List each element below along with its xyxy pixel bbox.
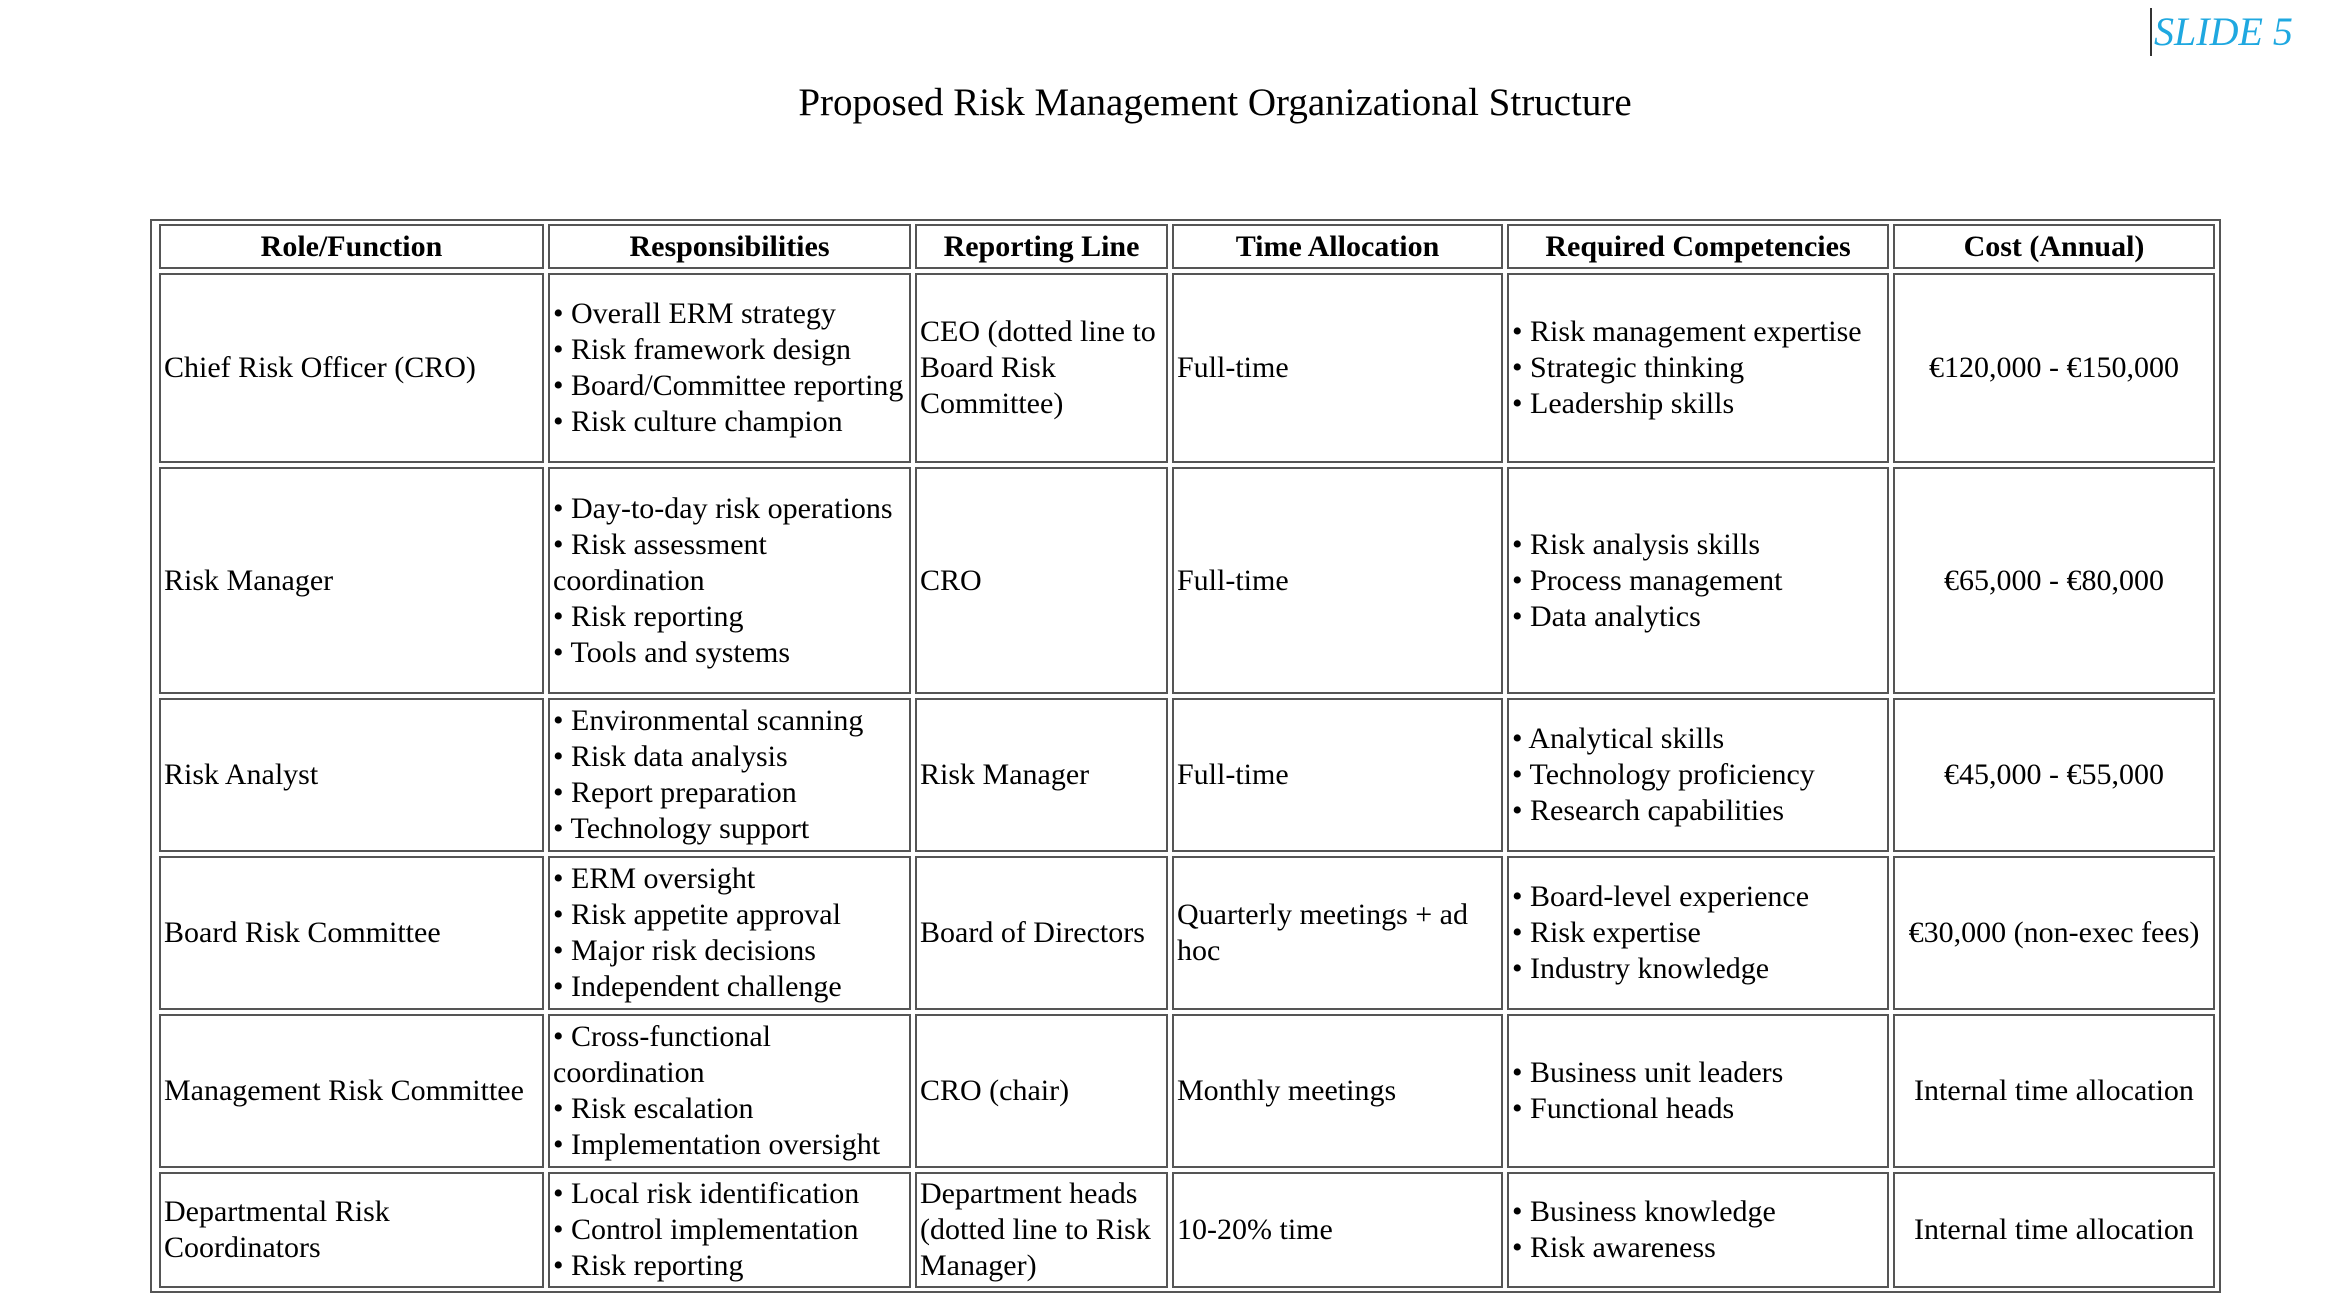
competencies-cell	[1507, 467, 1889, 694]
list-item: • Strategic thinking	[1512, 351, 1745, 384]
list-item: • Local risk identification	[553, 1177, 860, 1210]
slide-number-label: SLIDE 5	[2150, 8, 2293, 56]
role-cell: Board Risk Committee	[159, 856, 544, 1010]
cost-cell: Internal time allocation	[1893, 1014, 2215, 1168]
list-item: • Implementation oversight	[553, 1128, 881, 1161]
list-item: • Control implementation	[553, 1213, 859, 1246]
cost-cell: Internal time allocation	[1893, 1172, 2215, 1288]
list-item: • Environmental scanning	[553, 704, 864, 737]
responsibilities-cell	[548, 1172, 911, 1288]
list-item: • Overall ERM strategy	[553, 297, 836, 330]
reporting-line-cell: Risk Manager	[915, 698, 1168, 852]
list-item: • Risk expertise	[1512, 916, 1701, 949]
header-role: Role/Function	[159, 224, 544, 269]
responsibilities-cell	[548, 273, 911, 463]
cost-cell: €30,000 (non-exec fees)	[1893, 856, 2215, 1010]
org-structure-table-frame	[150, 219, 2221, 1293]
list-item: • Industry knowledge	[1512, 952, 1770, 985]
list-item: • Leadership skills	[1512, 387, 1735, 420]
header-reporting-line: Reporting Line	[915, 224, 1168, 269]
table-header-row	[159, 224, 2215, 269]
competencies-cell	[1507, 1172, 1889, 1288]
table-row	[159, 467, 2215, 694]
header-competencies: Required Competencies	[1507, 224, 1889, 269]
table-row	[159, 1014, 2215, 1168]
list-item: • Board-level experience	[1512, 880, 1810, 913]
competencies-cell	[1507, 1014, 1889, 1168]
list-item: • Business knowledge	[1512, 1195, 1776, 1228]
list-item: • Risk culture champion	[553, 405, 843, 438]
list-item: • Risk appetite approval	[553, 898, 841, 931]
responsibilities-cell	[548, 698, 911, 852]
list-item: • Risk reporting	[553, 1249, 744, 1282]
cost-cell: €65,000 - €80,000	[1893, 467, 2215, 694]
list-item: • Risk framework design	[553, 333, 851, 366]
list-item: • Technology support	[553, 812, 810, 845]
reporting-line-cell: CRO (chair)	[915, 1014, 1168, 1168]
list-item: • Report preparation	[553, 776, 797, 809]
list-item: • Tools and systems	[553, 635, 791, 669]
list-item: • Risk escalation	[553, 1092, 754, 1125]
time-allocation-cell: 10-20% time	[1172, 1172, 1503, 1288]
list-item: • ERM oversight	[553, 862, 756, 895]
cost-cell: €45,000 - €55,000	[1893, 698, 2215, 852]
header-cost: Cost (Annual)	[1893, 224, 2215, 269]
page-title: Proposed Risk Management Organizational Structure	[798, 81, 1632, 124]
table-row	[159, 1172, 2215, 1288]
time-allocation-cell: Monthly meetings	[1172, 1014, 1503, 1168]
reporting-line-cell: Board of Directors	[915, 856, 1168, 1010]
list-item: • Cross-functional coordination	[553, 1020, 771, 1089]
list-item: • Analytical skills	[1512, 722, 1725, 755]
list-item: • Day-to-day risk operations	[553, 491, 893, 525]
time-allocation-cell: Full-time	[1172, 467, 1503, 694]
competencies-cell	[1507, 698, 1889, 852]
list-item: • Process management	[1512, 563, 1783, 597]
org-structure-table	[155, 220, 2219, 1292]
competencies-cell	[1507, 273, 1889, 463]
cost-cell: €120,000 - €150,000	[1893, 273, 2215, 463]
competencies-cell	[1507, 856, 1889, 1010]
list-item: • Data analytics	[1512, 599, 1701, 633]
list-item: • Functional heads	[1512, 1092, 1735, 1125]
list-item: • Business unit leaders	[1512, 1056, 1784, 1089]
role-cell: Risk Manager	[159, 467, 544, 694]
list-item: • Independent challenge	[553, 970, 842, 1003]
time-allocation-cell: Quarterly meetings + ad hoc	[1172, 856, 1503, 1010]
table-row	[159, 698, 2215, 852]
list-item: • Research capabilities	[1512, 794, 1785, 827]
header-responsibilities: Responsibilities	[548, 224, 911, 269]
list-item: • Risk data analysis	[553, 740, 788, 773]
list-item: • Risk assessment coordination	[553, 527, 767, 597]
list-item: • Technology proficiency	[1512, 758, 1815, 791]
role-cell: Chief Risk Officer (CRO)	[159, 273, 544, 463]
time-allocation-cell: Full-time	[1172, 273, 1503, 463]
time-allocation-cell: Full-time	[1172, 698, 1503, 852]
responsibilities-cell	[548, 467, 911, 694]
responsibilities-cell	[548, 856, 911, 1010]
table-row	[159, 273, 2215, 463]
table-row	[159, 856, 2215, 1010]
reporting-line-cell: CRO	[915, 467, 1168, 694]
list-item: • Risk analysis skills	[1512, 527, 1761, 561]
list-item: • Board/Committee reporting	[553, 369, 904, 402]
role-cell: Departmental Risk Coordinators	[159, 1172, 544, 1288]
responsibilities-cell	[548, 1014, 911, 1168]
role-cell: Management Risk Committee	[159, 1014, 544, 1168]
role-cell: Risk Analyst	[159, 698, 544, 852]
header-time-allocation: Time Allocation	[1172, 224, 1503, 269]
reporting-line-cell: Department heads (dotted line to Risk Manager)	[915, 1172, 1168, 1288]
list-item: • Risk reporting	[553, 599, 744, 633]
reporting-line-cell: CEO (dotted line to Board Risk Committee)	[915, 273, 1168, 463]
list-item: • Major risk decisions	[553, 934, 816, 967]
list-item: • Risk awareness	[1512, 1231, 1716, 1264]
list-item: • Risk management expertise	[1512, 315, 1862, 348]
